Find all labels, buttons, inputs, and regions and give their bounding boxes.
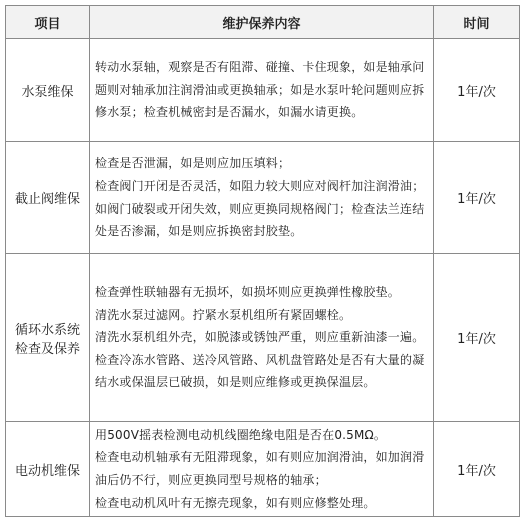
row-item: 截止阀维保 — [6, 142, 90, 254]
row-item: 循环水系统检查及保养 — [6, 254, 90, 422]
table-row — [6, 39, 520, 142]
content-paragraph: 转动水泵轴，观察是否有阻滞、碰撞、卡住现象，如是轴承问题则对轴承加注润滑油或更换轴承；如是水泵叶轮问题则应拆修水泵；检查机械密封是否漏水，如漏水请更换。 — [95, 60, 425, 120]
maintenance-table — [5, 5, 520, 517]
table-row — [6, 422, 520, 517]
content-paragraph: 检查弹性联轴器有无损坏，如损坏则应更换弹性橡胶垫。 — [95, 285, 401, 300]
row-time: 1年/次 — [434, 39, 520, 142]
content-paragraph: 清洗水泵过滤网。拧紧水泵机组所有紧固螺栓。 — [95, 307, 352, 322]
row-content — [90, 142, 434, 254]
content-paragraph: 检查阀门开闭是否灵活，如阻力较大则应对阀杆加注润滑油；如阀门破裂或开闭失效，则应更换同规格阀门；检查法兰连结处是否渗漏，如是则应拆换密封胶垫。 — [95, 178, 425, 239]
content-paragraph: 用500V摇表检测电动机线圈绝缘电阻是否在0.5MΩ。 — [95, 427, 387, 442]
row-content — [90, 422, 434, 517]
row-time: 1年/次 — [434, 142, 520, 254]
content-paragraph: 检查电动机风叶有无擦壳现象，如有则应修整处理。 — [95, 495, 376, 510]
row-content — [90, 39, 434, 142]
table-row — [6, 254, 520, 422]
content-paragraph: 清洗水泵机组外壳，如脱漆或锈蚀严重，则应重新油漆一遍。 — [95, 330, 425, 345]
table-row — [6, 142, 520, 254]
table-header-row — [6, 6, 520, 39]
header-time: 时间 — [434, 6, 520, 39]
header-content: 维护保养内容 — [90, 6, 434, 39]
row-item: 电动机维保 — [6, 422, 90, 517]
row-content — [90, 254, 434, 422]
content-paragraph: 检查电动机轴承有无阻滞现象，如有则应加润滑油，如加润滑油后仍不行，则应更换同型号规格的轴承； — [95, 450, 425, 487]
content-paragraph: 检查是否泄漏，如是则应加压填料； — [95, 156, 291, 171]
row-time: 1年/次 — [434, 422, 520, 517]
header-item: 项目 — [6, 6, 90, 39]
content-paragraph: 检查冷冻水管路、送冷风管路、风机盘管路处是否有大量的凝结水或保温层已破损，如是则应维修或更换保温层。 — [95, 352, 425, 390]
row-item: 水泵维保 — [6, 39, 90, 142]
row-time: 1年/次 — [434, 254, 520, 422]
